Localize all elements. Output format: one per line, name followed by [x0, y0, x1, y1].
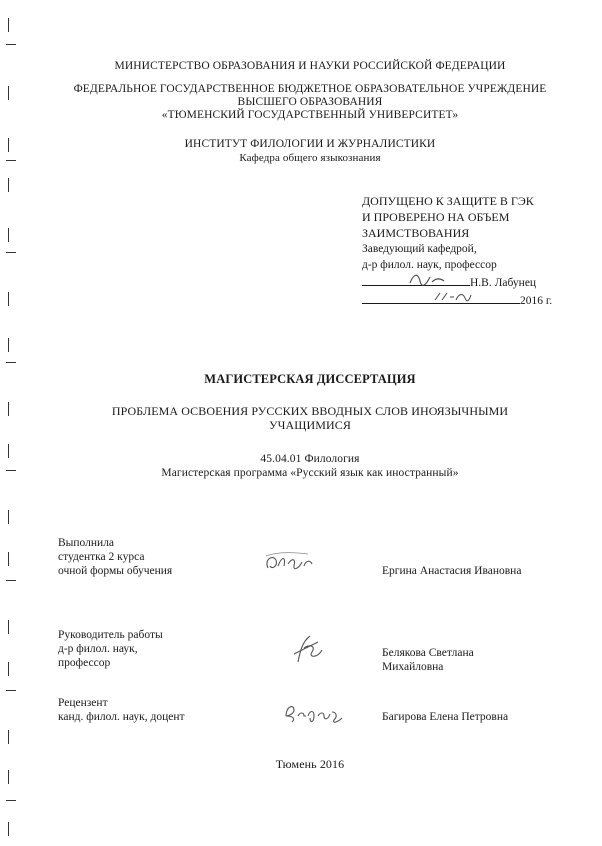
head-signature-line: [362, 273, 470, 286]
head-name: Н.В. Лабунец: [470, 277, 537, 289]
supervisor-role: [58, 628, 163, 670]
supervisor-role-line-1: Руководитель работы: [58, 629, 163, 641]
ministry-title: МИНИСТЕРСТВО ОБРАЗОВАНИЯ И НАУКИ РОССИЙСКОЙ ФЕДЕРАЦИИ: [114, 60, 506, 72]
author-name: Ергина Анастасия Ивановна: [382, 565, 522, 577]
approval-line-2: И ПРОВЕРЕНО НА ОБЪЕМ: [362, 210, 510, 224]
reviewer-role-line-1: Рецензент: [58, 697, 108, 709]
author-role-line-1: Выполнила: [58, 537, 115, 549]
supervisor-signature: [288, 632, 328, 666]
approval-date-row: [362, 291, 552, 309]
supervisor-role-line-2: д-р филол. наук,: [58, 643, 138, 655]
handwritten-date-mark: [432, 289, 472, 305]
author-role-line-2: студентка 2 курса: [58, 551, 145, 563]
reviewer-role: [58, 696, 185, 724]
document-type-title: МАГИСТЕРСКАЯ ДИССЕРТАЦИЯ: [204, 372, 416, 386]
topic-line-1: ПРОБЛЕМА ОСВОЕНИЯ РУССКИХ ВВОДНЫХ СЛОВ ИНОЯЗЫЧНЫМИ: [111, 404, 509, 418]
institution-line-3: «ТЮМЕНСКИЙ ГОСУДАРСТВЕННЫЙ УНИВЕРСИТЕТ»: [161, 109, 459, 121]
author-role-line-3: очной формы обучения: [58, 565, 173, 577]
supervisor-name-line-1: Белякова Светлана: [382, 647, 474, 659]
city-year: Тюмень 2016: [275, 757, 345, 771]
specialty-code: 45.04.01 Филология: [260, 453, 360, 465]
head-signature-mark: [408, 271, 448, 287]
author-signature: [262, 548, 316, 578]
approval-line-1: ДОПУЩЕНО К ЗАЩИТЕ В ГЭК: [362, 194, 534, 208]
supervisor-role-line-3: профессор: [58, 657, 111, 669]
department-name: Кафедра общего языкознания: [239, 152, 381, 164]
reviewer-signature: [282, 698, 346, 728]
reviewer-role-line-2: канд. филол. наук, доцент: [58, 711, 185, 723]
program-name: Магистерская программа «Русский язык как иностранный»: [161, 467, 459, 479]
approval-block: [362, 193, 552, 309]
approval-date-line: [362, 291, 520, 304]
supervisor-name: [382, 646, 474, 674]
approval-line-3: ЗАИМСТВОВАНИЯ: [362, 226, 470, 240]
topic-line-2: УЧАЩИМИСЯ: [269, 418, 351, 432]
institution-line-2: ВЫСШЕГО ОБРАЗОВАНИЯ: [237, 96, 383, 108]
supervisor-name-line-2: Михайловна: [382, 661, 444, 673]
approval-line-4: Заведующий кафедрой,: [362, 243, 477, 255]
approval-year: 2016 г.: [520, 295, 553, 307]
reviewer-name: Багирова Елена Петровна: [382, 711, 509, 723]
institution-line-1: ФЕДЕРАЛЬНОЕ ГОСУДАРСТВЕННОЕ БЮДЖЕТНОЕ ОБРАЗОВАТЕЛЬНОЕ УЧРЕЖДЕНИЕ: [73, 83, 547, 95]
author-role: [58, 536, 172, 578]
approval-line-5: д-р филол. наук, профессор: [362, 259, 497, 271]
institute-name: ИНСТИТУТ ФИЛОЛОГИИ И ЖУРНАЛИСТИКИ: [184, 138, 436, 150]
